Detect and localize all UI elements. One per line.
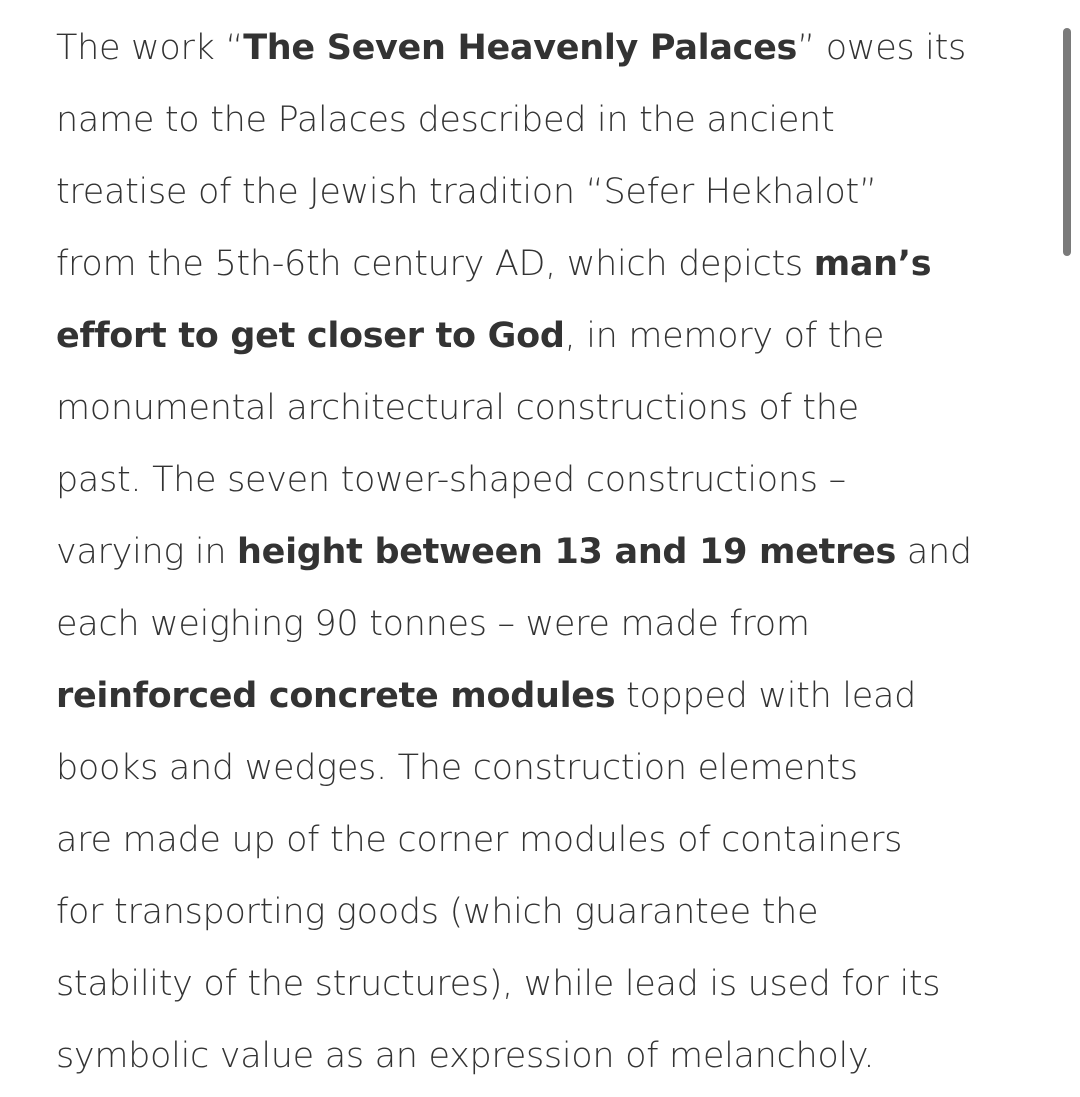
bold-text-run: man’s — [813, 244, 932, 284]
text-run: topped with lead — [615, 676, 917, 716]
bold-text-run: height between 13 and 19 metres — [237, 532, 897, 572]
text-line — [56, 12, 1046, 84]
text-run: monumental architectural constructions of the — [56, 388, 859, 428]
text-run: varying in — [56, 532, 238, 572]
text-run: are made up of the corner modules of containers — [56, 820, 903, 860]
bold-text-run: reinforced concrete modules — [56, 676, 616, 716]
bold-text-run: effort to get closer to God — [56, 316, 565, 356]
text-line — [56, 372, 1046, 444]
text-run: and — [896, 532, 972, 572]
text-run: past. The seven tower-shaped constructions – — [56, 460, 846, 500]
text-line — [56, 84, 1046, 156]
text-run: ” owes its — [797, 28, 966, 68]
text-line — [56, 804, 1046, 876]
vertical-scrollbar[interactable] — [1062, 28, 1072, 256]
text-run: for transporting goods (which guarantee the — [56, 892, 819, 932]
text-line — [56, 156, 1046, 228]
text-run: books and wedges. The construction elements — [56, 748, 858, 788]
article-paragraph — [56, 12, 1046, 1092]
text-line — [56, 444, 1046, 516]
text-line — [56, 588, 1046, 660]
text-run: , in memory of the — [564, 316, 885, 356]
text-run: each weighing 90 tonnes – were made from — [56, 604, 810, 644]
text-line — [56, 876, 1046, 948]
text-run: name to the Palaces described in the ancient — [56, 100, 835, 140]
text-line — [56, 660, 1046, 732]
text-run: symbolic value as an expression of melancholy. — [56, 1036, 875, 1076]
text-line — [56, 516, 1046, 588]
text-line — [56, 300, 1046, 372]
text-run: from the 5th-6th century AD, which depicts — [56, 244, 814, 284]
text-line — [56, 948, 1046, 1020]
text-run: stability of the structures), while lead is used for its — [56, 964, 941, 1004]
text-run: The work “ — [56, 28, 244, 68]
text-line — [56, 732, 1046, 804]
text-run: treatise of the Jewish tradition “Sefer Hekhalot” — [56, 172, 877, 212]
bold-text-run: The Seven Heavenly Palaces — [243, 28, 798, 68]
text-line — [56, 228, 1046, 300]
text-line — [56, 1020, 1046, 1092]
scrollbar-thumb[interactable] — [1063, 28, 1071, 256]
